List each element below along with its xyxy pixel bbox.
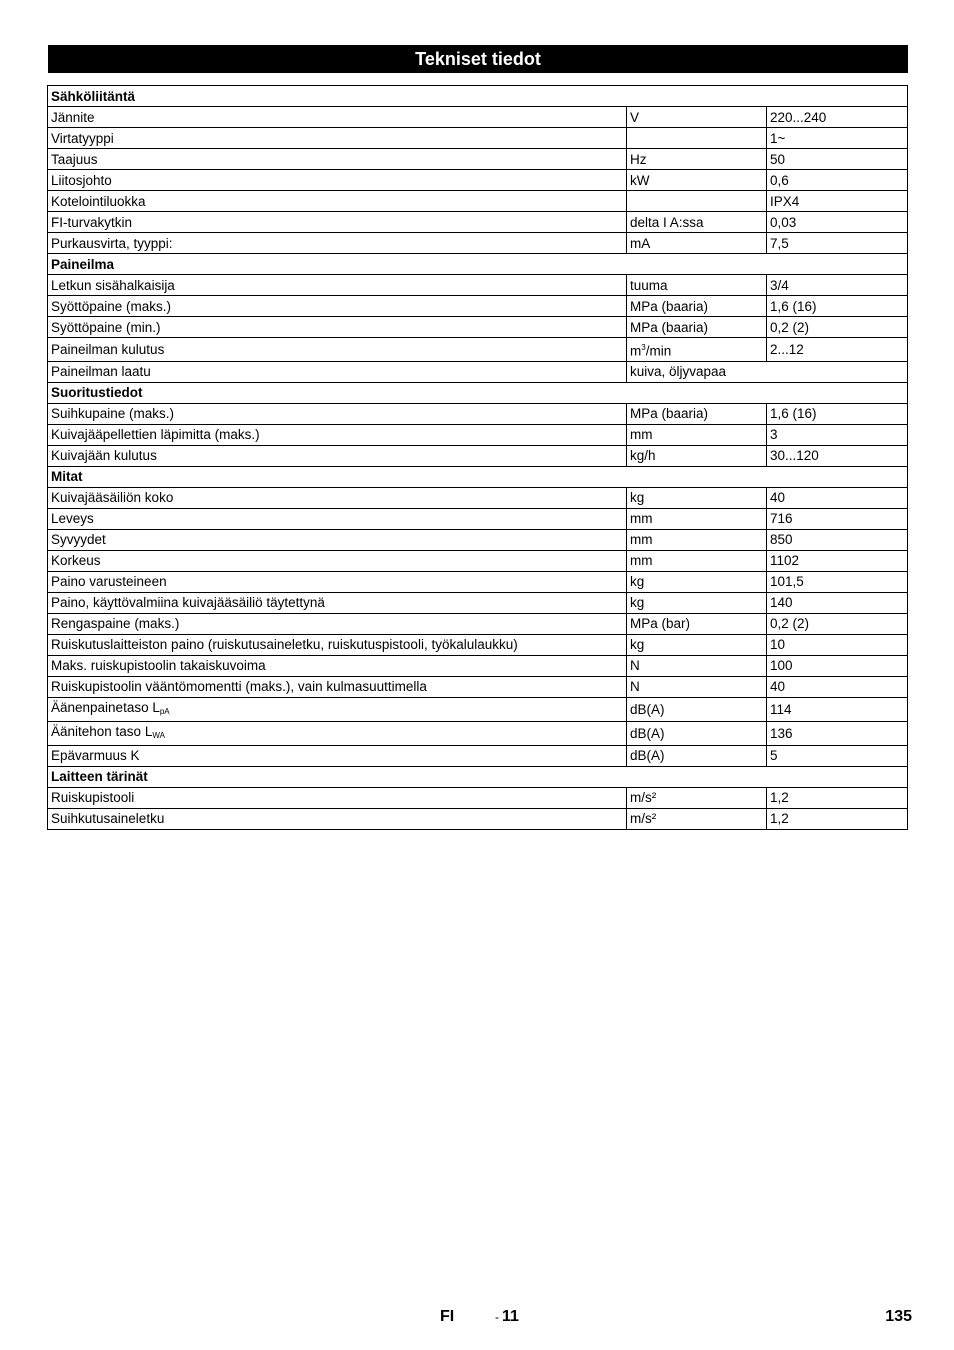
spec-unit bbox=[627, 107, 767, 128]
spec-unit-text: MPa (baaria) bbox=[630, 406, 709, 421]
spec-value: 0,6 bbox=[767, 170, 908, 191]
spec-unit bbox=[627, 508, 767, 529]
spec-unit-text: m bbox=[630, 343, 642, 359]
spec-unit-text: kuiva, öljyvapaa bbox=[630, 364, 727, 379]
table-row bbox=[48, 550, 908, 571]
spec-label bbox=[48, 296, 627, 317]
spec-label-text: Paino varusteineen bbox=[51, 574, 167, 589]
spec-label bbox=[48, 424, 627, 445]
spec-value: 1,6 (16) bbox=[767, 296, 908, 317]
spec-value: 5 bbox=[767, 745, 908, 766]
spec-unit bbox=[627, 361, 908, 382]
spec-label bbox=[48, 445, 627, 466]
spec-unit bbox=[627, 338, 767, 362]
table-row bbox=[48, 745, 908, 766]
spec-label-text: Virtatyyppi bbox=[51, 130, 114, 146]
spec-value: 0,2 (2) bbox=[767, 317, 908, 338]
table-row bbox=[48, 107, 908, 128]
table-row bbox=[48, 634, 908, 655]
spec-unit bbox=[627, 445, 767, 466]
table-row bbox=[48, 445, 908, 466]
spec-label-subscript: pA bbox=[159, 706, 170, 716]
spec-unit bbox=[627, 233, 767, 254]
spec-unit bbox=[627, 191, 767, 212]
spec-unit-text: kg/h bbox=[630, 448, 656, 463]
spec-label-text: Leveys bbox=[51, 511, 94, 526]
table-row bbox=[48, 403, 908, 424]
spec-value: 40 bbox=[767, 487, 908, 508]
spec-label bbox=[48, 338, 627, 362]
spec-unit bbox=[627, 424, 767, 445]
spec-unit bbox=[627, 550, 767, 571]
spec-label-text: Ruiskupistoolin vääntömomentti (maks.), vain kulmasuuttimella bbox=[51, 679, 427, 694]
spec-unit-text: kW bbox=[630, 172, 650, 188]
spec-label-text: Syöttöpaine (min.) bbox=[51, 319, 161, 335]
section-heading: Suoritustiedot bbox=[48, 382, 908, 403]
spec-unit bbox=[627, 403, 767, 424]
footer-dash: - bbox=[495, 1310, 499, 1324]
spec-label bbox=[48, 745, 627, 766]
spec-unit bbox=[627, 529, 767, 550]
spec-unit bbox=[627, 317, 767, 338]
spec-value: 3 bbox=[767, 424, 908, 445]
spec-label-text: Kotelointiluokka bbox=[51, 193, 146, 209]
spec-label-text: Syöttöpaine (maks.) bbox=[51, 298, 172, 314]
section-header-row bbox=[48, 382, 908, 403]
section-heading: Sähköliitäntä bbox=[48, 86, 908, 107]
spec-value: 30...120 bbox=[767, 445, 908, 466]
spec-label-text: Äänenpainetaso L bbox=[51, 699, 160, 715]
table-row bbox=[48, 655, 908, 676]
section-heading: Laitteen tärinät bbox=[48, 766, 908, 787]
table-row bbox=[48, 275, 908, 296]
spec-unit-text: kg bbox=[630, 490, 645, 505]
spec-value: 0,03 bbox=[767, 212, 908, 233]
table-row bbox=[48, 571, 908, 592]
table-row bbox=[48, 808, 908, 829]
table-row bbox=[48, 338, 908, 362]
spec-label-text: Taajuus bbox=[51, 151, 98, 167]
spec-label-text: Maks. ruiskupistoolin takaiskuvoima bbox=[51, 658, 266, 673]
spec-unit-text: mm bbox=[630, 511, 653, 526]
table-row bbox=[48, 317, 908, 338]
spec-label-text: Suihkupaine (maks.) bbox=[51, 406, 175, 421]
section-header-row bbox=[48, 766, 908, 787]
page-title: Tekniset tiedot bbox=[48, 45, 908, 73]
spec-unit bbox=[627, 655, 767, 676]
spec-unit-text: kg bbox=[630, 574, 645, 589]
spec-unit-text: MPa (baaria) bbox=[630, 319, 709, 335]
spec-label-text: Ruiskutuslaitteiston paino (ruiskutusaineletku, ruiskutuspistooli, työkalulaukku) bbox=[51, 637, 518, 652]
spec-label-text: Korkeus bbox=[51, 553, 101, 568]
spec-label bbox=[48, 403, 627, 424]
spec-label bbox=[48, 550, 627, 571]
spec-value: 1,2 bbox=[767, 808, 908, 829]
spec-label-subscript: WA bbox=[152, 730, 165, 740]
spec-label bbox=[48, 487, 627, 508]
table-row bbox=[48, 424, 908, 445]
spec-label-text: Paineilman laatu bbox=[51, 364, 151, 379]
spec-label bbox=[48, 571, 627, 592]
spec-label bbox=[48, 655, 627, 676]
technical-data-table bbox=[47, 85, 908, 830]
spec-unit bbox=[627, 634, 767, 655]
section-heading: Mitat bbox=[48, 466, 908, 487]
table-row bbox=[48, 592, 908, 613]
spec-label-text: Kuivajään kulutus bbox=[51, 448, 157, 463]
spec-unit bbox=[627, 296, 767, 317]
table-row bbox=[48, 191, 908, 212]
spec-label-text: Kuivajääpellettien läpimitta (maks.) bbox=[51, 427, 260, 442]
spec-label bbox=[48, 107, 627, 128]
table-row bbox=[48, 149, 908, 170]
spec-label-text: Rengaspaine (maks.) bbox=[51, 616, 180, 631]
spec-unit bbox=[627, 149, 767, 170]
spec-label bbox=[48, 317, 627, 338]
table-row bbox=[48, 487, 908, 508]
section-header-row bbox=[48, 254, 908, 275]
table-row bbox=[48, 170, 908, 191]
spec-label-text: Syvyydet bbox=[51, 532, 106, 547]
spec-unit-text: dB(A) bbox=[630, 725, 665, 741]
spec-unit bbox=[627, 787, 767, 808]
spec-value: 716 bbox=[767, 508, 908, 529]
spec-label bbox=[48, 529, 627, 550]
spec-value: 850 bbox=[767, 529, 908, 550]
spec-label bbox=[48, 361, 627, 382]
spec-unit-text: dB(A) bbox=[630, 748, 665, 763]
table-row bbox=[48, 697, 908, 721]
spec-unit bbox=[627, 721, 767, 745]
spec-label-text: Paineilman kulutus bbox=[51, 341, 165, 357]
spec-value: 3/4 bbox=[767, 275, 908, 296]
spec-label-text: Ruiskupistooli bbox=[51, 790, 135, 805]
spec-label bbox=[48, 275, 627, 296]
spec-label-text: Purkausvirta, tyyppi: bbox=[51, 235, 173, 251]
spec-value: 2...12 bbox=[767, 338, 908, 362]
spec-unit-text: m/s² bbox=[630, 790, 657, 805]
spec-label-text: Letkun sisähalkaisija bbox=[51, 277, 175, 293]
spec-unit bbox=[627, 613, 767, 634]
spec-unit-text: mm bbox=[630, 427, 653, 442]
spec-unit-text: Hz bbox=[630, 151, 647, 167]
spec-label-text: FI-turvakytkin bbox=[51, 214, 133, 230]
spec-label-text: Epävarmuus K bbox=[51, 748, 140, 763]
spec-label bbox=[48, 634, 627, 655]
footer-language: FI bbox=[440, 1308, 455, 1325]
spec-value: 1,2 bbox=[767, 787, 908, 808]
spec-label bbox=[48, 613, 627, 634]
spec-unit bbox=[627, 697, 767, 721]
section-heading: Paineilma bbox=[48, 254, 908, 275]
spec-label bbox=[48, 191, 627, 212]
spec-value: 1,6 (16) bbox=[767, 403, 908, 424]
footer-sub-page: 11 bbox=[502, 1308, 519, 1325]
spec-unit bbox=[627, 170, 767, 191]
table-row bbox=[48, 721, 908, 745]
spec-value: 101,5 bbox=[767, 571, 908, 592]
spec-value: IPX4 bbox=[767, 191, 908, 212]
spec-value: 50 bbox=[767, 149, 908, 170]
spec-label-text: Kuivajääsäiliön koko bbox=[51, 490, 174, 505]
section-header-row bbox=[48, 86, 908, 107]
table-row bbox=[48, 787, 908, 808]
spec-label bbox=[48, 170, 627, 191]
table-row bbox=[48, 613, 908, 634]
spec-value: 136 bbox=[767, 721, 908, 745]
spec-label bbox=[48, 808, 627, 829]
spec-label bbox=[48, 508, 627, 529]
table-row bbox=[48, 128, 908, 149]
spec-unit-text: tuuma bbox=[630, 277, 668, 293]
spec-unit-text: kg bbox=[630, 637, 645, 652]
spec-label bbox=[48, 233, 627, 254]
spec-label bbox=[48, 149, 627, 170]
section-header-row bbox=[48, 466, 908, 487]
table-row bbox=[48, 508, 908, 529]
table-row bbox=[48, 296, 908, 317]
spec-unit-text: dB(A) bbox=[630, 701, 665, 717]
spec-label-text: Äänitehon taso L bbox=[51, 723, 153, 739]
spec-unit-text: m/s² bbox=[630, 811, 657, 826]
spec-label-text: Liitosjohto bbox=[51, 172, 112, 188]
spec-value: 0,2 (2) bbox=[767, 613, 908, 634]
spec-unit bbox=[627, 212, 767, 233]
table-row bbox=[48, 676, 908, 697]
spec-unit bbox=[627, 676, 767, 697]
spec-unit-text: MPa (bar) bbox=[630, 616, 691, 631]
spec-label-text: Suihkutusaineletku bbox=[51, 811, 165, 826]
spec-value: 140 bbox=[767, 592, 908, 613]
spec-unit bbox=[627, 808, 767, 829]
spec-value: 7,5 bbox=[767, 233, 908, 254]
table-row bbox=[48, 212, 908, 233]
spec-unit-text: N bbox=[630, 658, 640, 673]
spec-unit bbox=[627, 745, 767, 766]
spec-value: 10 bbox=[767, 634, 908, 655]
spec-unit-text: kg bbox=[630, 595, 645, 610]
spec-label bbox=[48, 697, 627, 721]
spec-unit bbox=[627, 275, 767, 296]
spec-label bbox=[48, 212, 627, 233]
spec-unit-text: MPa (baaria) bbox=[630, 298, 709, 314]
spec-unit-superscript: 3 bbox=[641, 343, 646, 352]
table-row bbox=[48, 529, 908, 550]
spec-value: 100 bbox=[767, 655, 908, 676]
spec-unit-text: mm bbox=[630, 553, 653, 568]
spec-label bbox=[48, 592, 627, 613]
spec-value: 1~ bbox=[767, 128, 908, 149]
spec-label bbox=[48, 787, 627, 808]
table-row bbox=[48, 361, 908, 382]
spec-unit-text: N bbox=[630, 679, 640, 694]
spec-label bbox=[48, 128, 627, 149]
spec-label bbox=[48, 721, 627, 745]
spec-unit-tail: /min bbox=[645, 343, 672, 359]
spec-unit bbox=[627, 571, 767, 592]
spec-value: 40 bbox=[767, 676, 908, 697]
spec-value: 220...240 bbox=[767, 107, 908, 128]
table-row bbox=[48, 233, 908, 254]
spec-value: 1102 bbox=[767, 550, 908, 571]
spec-label-text: Paino, käyttövalmiina kuivajääsäiliö täytettynä bbox=[51, 595, 325, 610]
spec-value: 114 bbox=[767, 697, 908, 721]
spec-unit-text: mm bbox=[630, 532, 653, 547]
footer-section-page bbox=[495, 1308, 519, 1326]
spec-unit bbox=[627, 128, 767, 149]
footer-page-number: 135 bbox=[885, 1308, 912, 1325]
spec-unit-text: V bbox=[630, 109, 640, 125]
spec-unit-text: delta I A:ssa bbox=[630, 214, 704, 230]
spec-unit-text: mA bbox=[630, 235, 651, 251]
spec-label-text: Jännite bbox=[51, 109, 95, 125]
spec-unit bbox=[627, 592, 767, 613]
spec-unit bbox=[627, 487, 767, 508]
spec-label bbox=[48, 676, 627, 697]
